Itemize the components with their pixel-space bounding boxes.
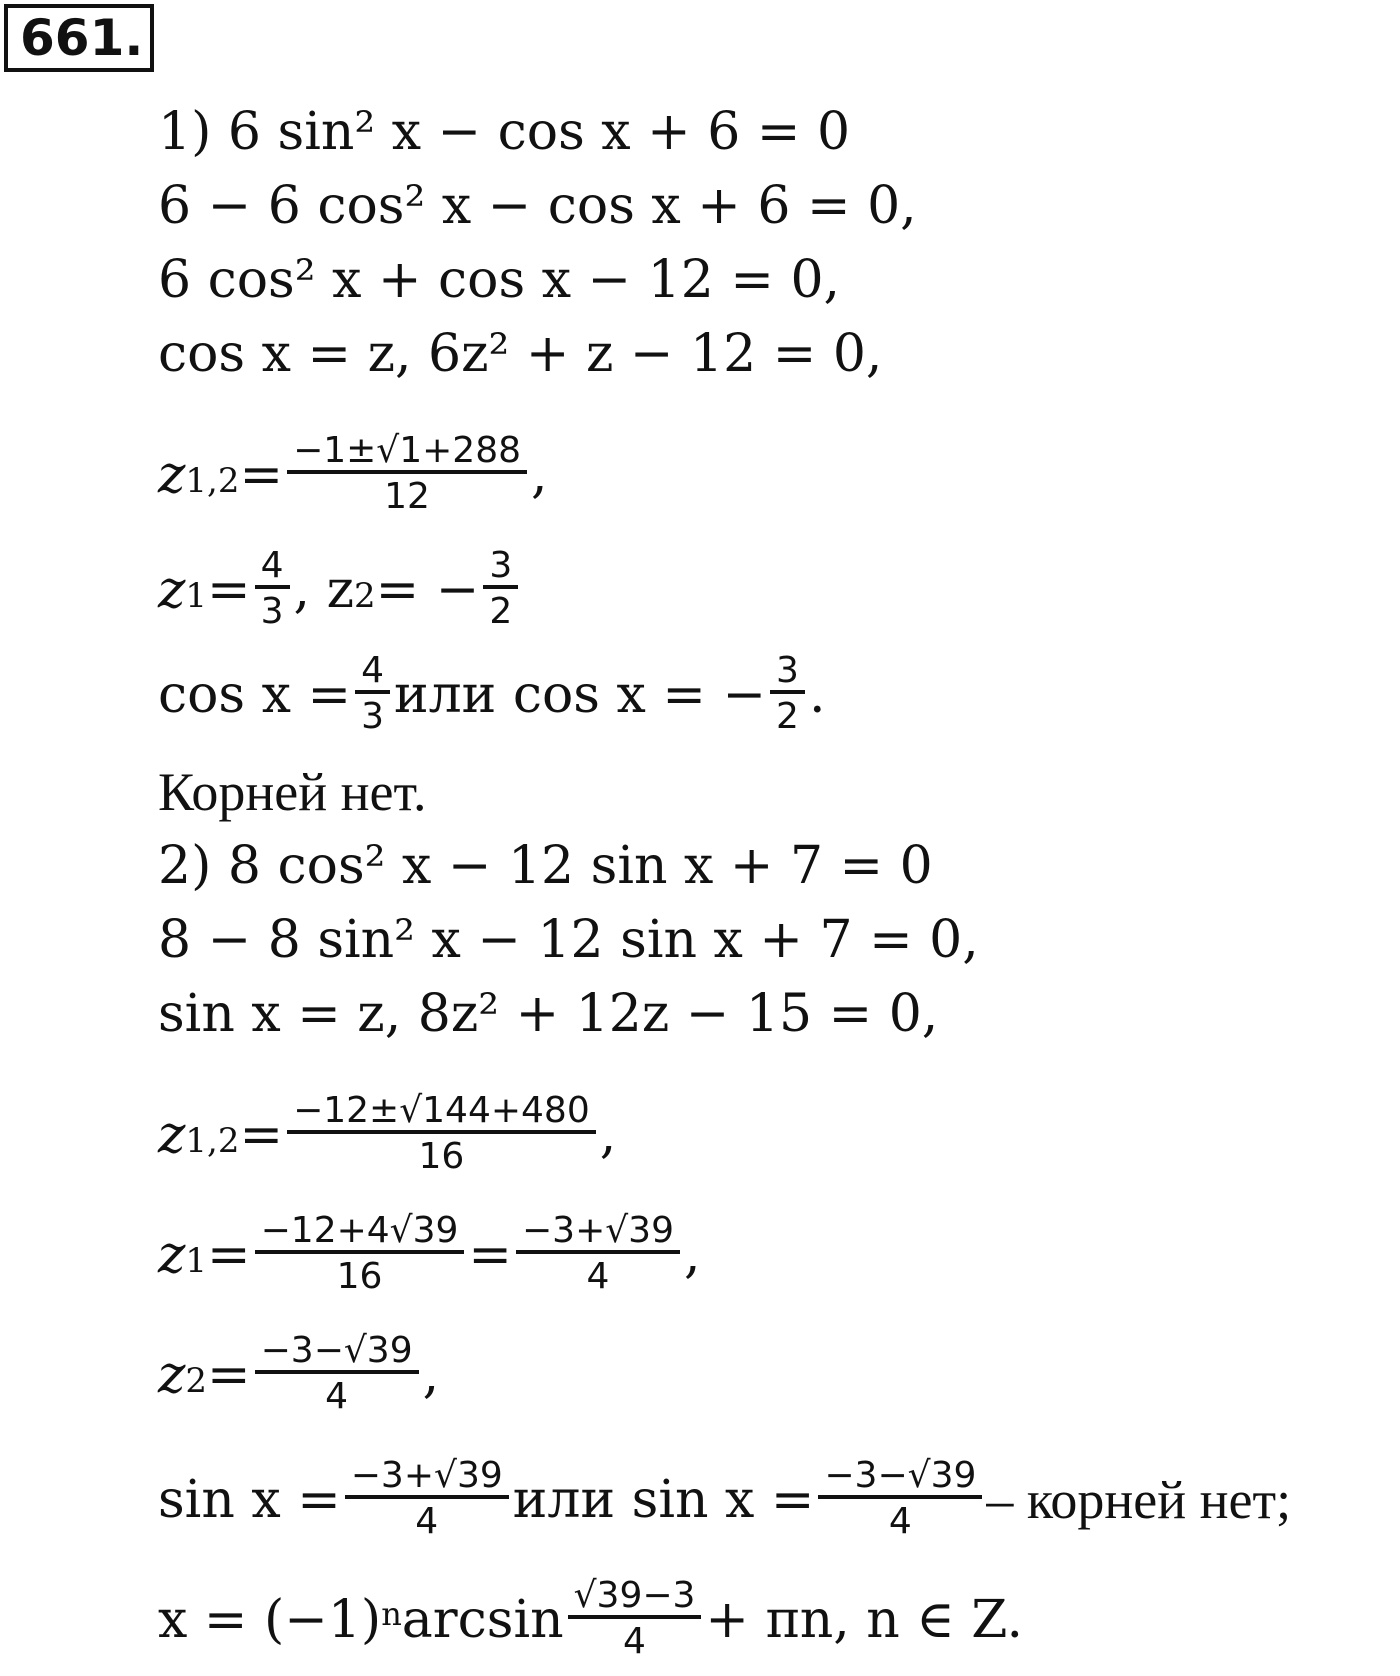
equation-line-14 [158, 1320, 439, 1430]
equals-sign: = [207, 560, 251, 620]
arcsin: arcsin [401, 1590, 564, 1650]
fraction-numerator: −3+√39 [345, 1457, 509, 1499]
fraction-numerator: 3 [483, 547, 518, 589]
fraction-numerator: −3−√39 [255, 1332, 419, 1374]
fraction [516, 1212, 680, 1297]
comma: , [531, 445, 548, 505]
subscript: 1 [185, 576, 208, 616]
fraction-numerator: −3+√39 [516, 1212, 680, 1254]
var-z: z [158, 560, 186, 620]
fraction-denominator: 2 [489, 591, 513, 633]
equation-line-7 [158, 640, 825, 750]
fraction [355, 652, 390, 737]
equals-sign: = [239, 445, 284, 505]
fraction-denominator: 4 [888, 1501, 912, 1543]
or-cos-x: или cos x = − [393, 665, 767, 725]
equation-line-2: 6 − 6 cos² x − cos x + 6 = 0, [158, 176, 917, 236]
equals-sign: = [207, 1225, 251, 1285]
equals-sign: = [239, 1105, 284, 1165]
cos-x-equals: cos x = [158, 665, 352, 725]
period: . [808, 665, 826, 725]
fraction [568, 1577, 702, 1662]
superscript: n [381, 1595, 402, 1633]
subscript: 2 [185, 1361, 208, 1401]
fraction-numerator: −1±√1+288 [287, 432, 527, 474]
fraction-denominator: 4 [415, 1501, 439, 1543]
var-z: z [158, 1345, 186, 1405]
fraction [287, 432, 527, 517]
subscript: 1 [185, 1241, 208, 1281]
var-z: z [158, 1225, 186, 1285]
var-z: z [158, 1105, 186, 1165]
comma: , [422, 1345, 440, 1405]
equation-line-12 [158, 1080, 616, 1190]
fraction-denominator: 3 [361, 696, 384, 738]
fraction [255, 547, 290, 632]
fraction [770, 652, 805, 737]
subscript: 2 [354, 576, 376, 616]
fraction-numerator: 3 [770, 652, 805, 694]
fraction [345, 1457, 509, 1542]
fraction [818, 1457, 982, 1542]
fraction-denominator: 4 [325, 1376, 349, 1418]
comma: , [683, 1225, 701, 1285]
equals-sign: = [207, 1345, 251, 1405]
fraction-numerator: −12+4√39 [255, 1212, 465, 1254]
separator-z2: , z [293, 560, 354, 620]
equation-line-5 [158, 420, 548, 530]
equation-line-3: 6 cos² x + cos x − 12 = 0, [158, 250, 841, 310]
equation-line-16 [158, 1565, 1023, 1675]
fraction-denominator: 16 [418, 1136, 465, 1178]
no-roots-note: – корней нет; [986, 1470, 1292, 1530]
x-equals: x = (−1) [158, 1590, 382, 1650]
equation-line-13 [158, 1200, 701, 1310]
comma: , [599, 1105, 617, 1165]
equation-line-9: 2) 8 cos² x − 12 sin x + 7 = 0 [158, 836, 933, 896]
fraction-numerator: 4 [255, 547, 290, 589]
fraction-denominator: 3 [260, 591, 284, 633]
fraction-numerator: √39−3 [568, 1577, 702, 1619]
fraction-denominator: 12 [384, 476, 430, 518]
equation-line-15 [158, 1445, 1291, 1555]
fraction [255, 1332, 419, 1417]
fraction-numerator: 4 [355, 652, 390, 694]
equation-line-1: 1) 6 sin² x − cos x + 6 = 0 [158, 102, 851, 162]
equation-line-10: 8 − 8 sin² x − 12 sin x + 7 = 0, [158, 910, 979, 970]
fraction [287, 1092, 596, 1177]
equals-sign: = [468, 1225, 512, 1285]
equation-line-6 [158, 535, 522, 645]
fraction-denominator: 4 [586, 1256, 610, 1298]
problem-number: 661. [4, 4, 154, 72]
plus-pi-n: + πn, n ∈ Z. [705, 1590, 1024, 1650]
sin-x-equals: sin x = [158, 1470, 341, 1530]
equation-line-4: cos x = z, 6z² + z − 12 = 0, [158, 324, 883, 384]
equals-minus: = − [375, 560, 480, 620]
or-sin-x: или sin x = [512, 1470, 815, 1530]
var-z: z [158, 445, 186, 505]
fraction-denominator: 2 [776, 696, 799, 738]
fraction-numerator: −12±√144+480 [287, 1092, 596, 1134]
fraction [483, 547, 518, 632]
no-roots-text: Корней нет. [158, 762, 427, 822]
fraction-denominator: 16 [336, 1256, 383, 1298]
subscript: 1,2 [185, 461, 240, 501]
fraction-numerator: −3−√39 [818, 1457, 982, 1499]
subscript: 1,2 [185, 1121, 240, 1161]
fraction [255, 1212, 465, 1297]
fraction-denominator: 4 [623, 1621, 646, 1663]
equation-line-11: sin x = z, 8z² + 12z − 15 = 0, [158, 984, 939, 1044]
